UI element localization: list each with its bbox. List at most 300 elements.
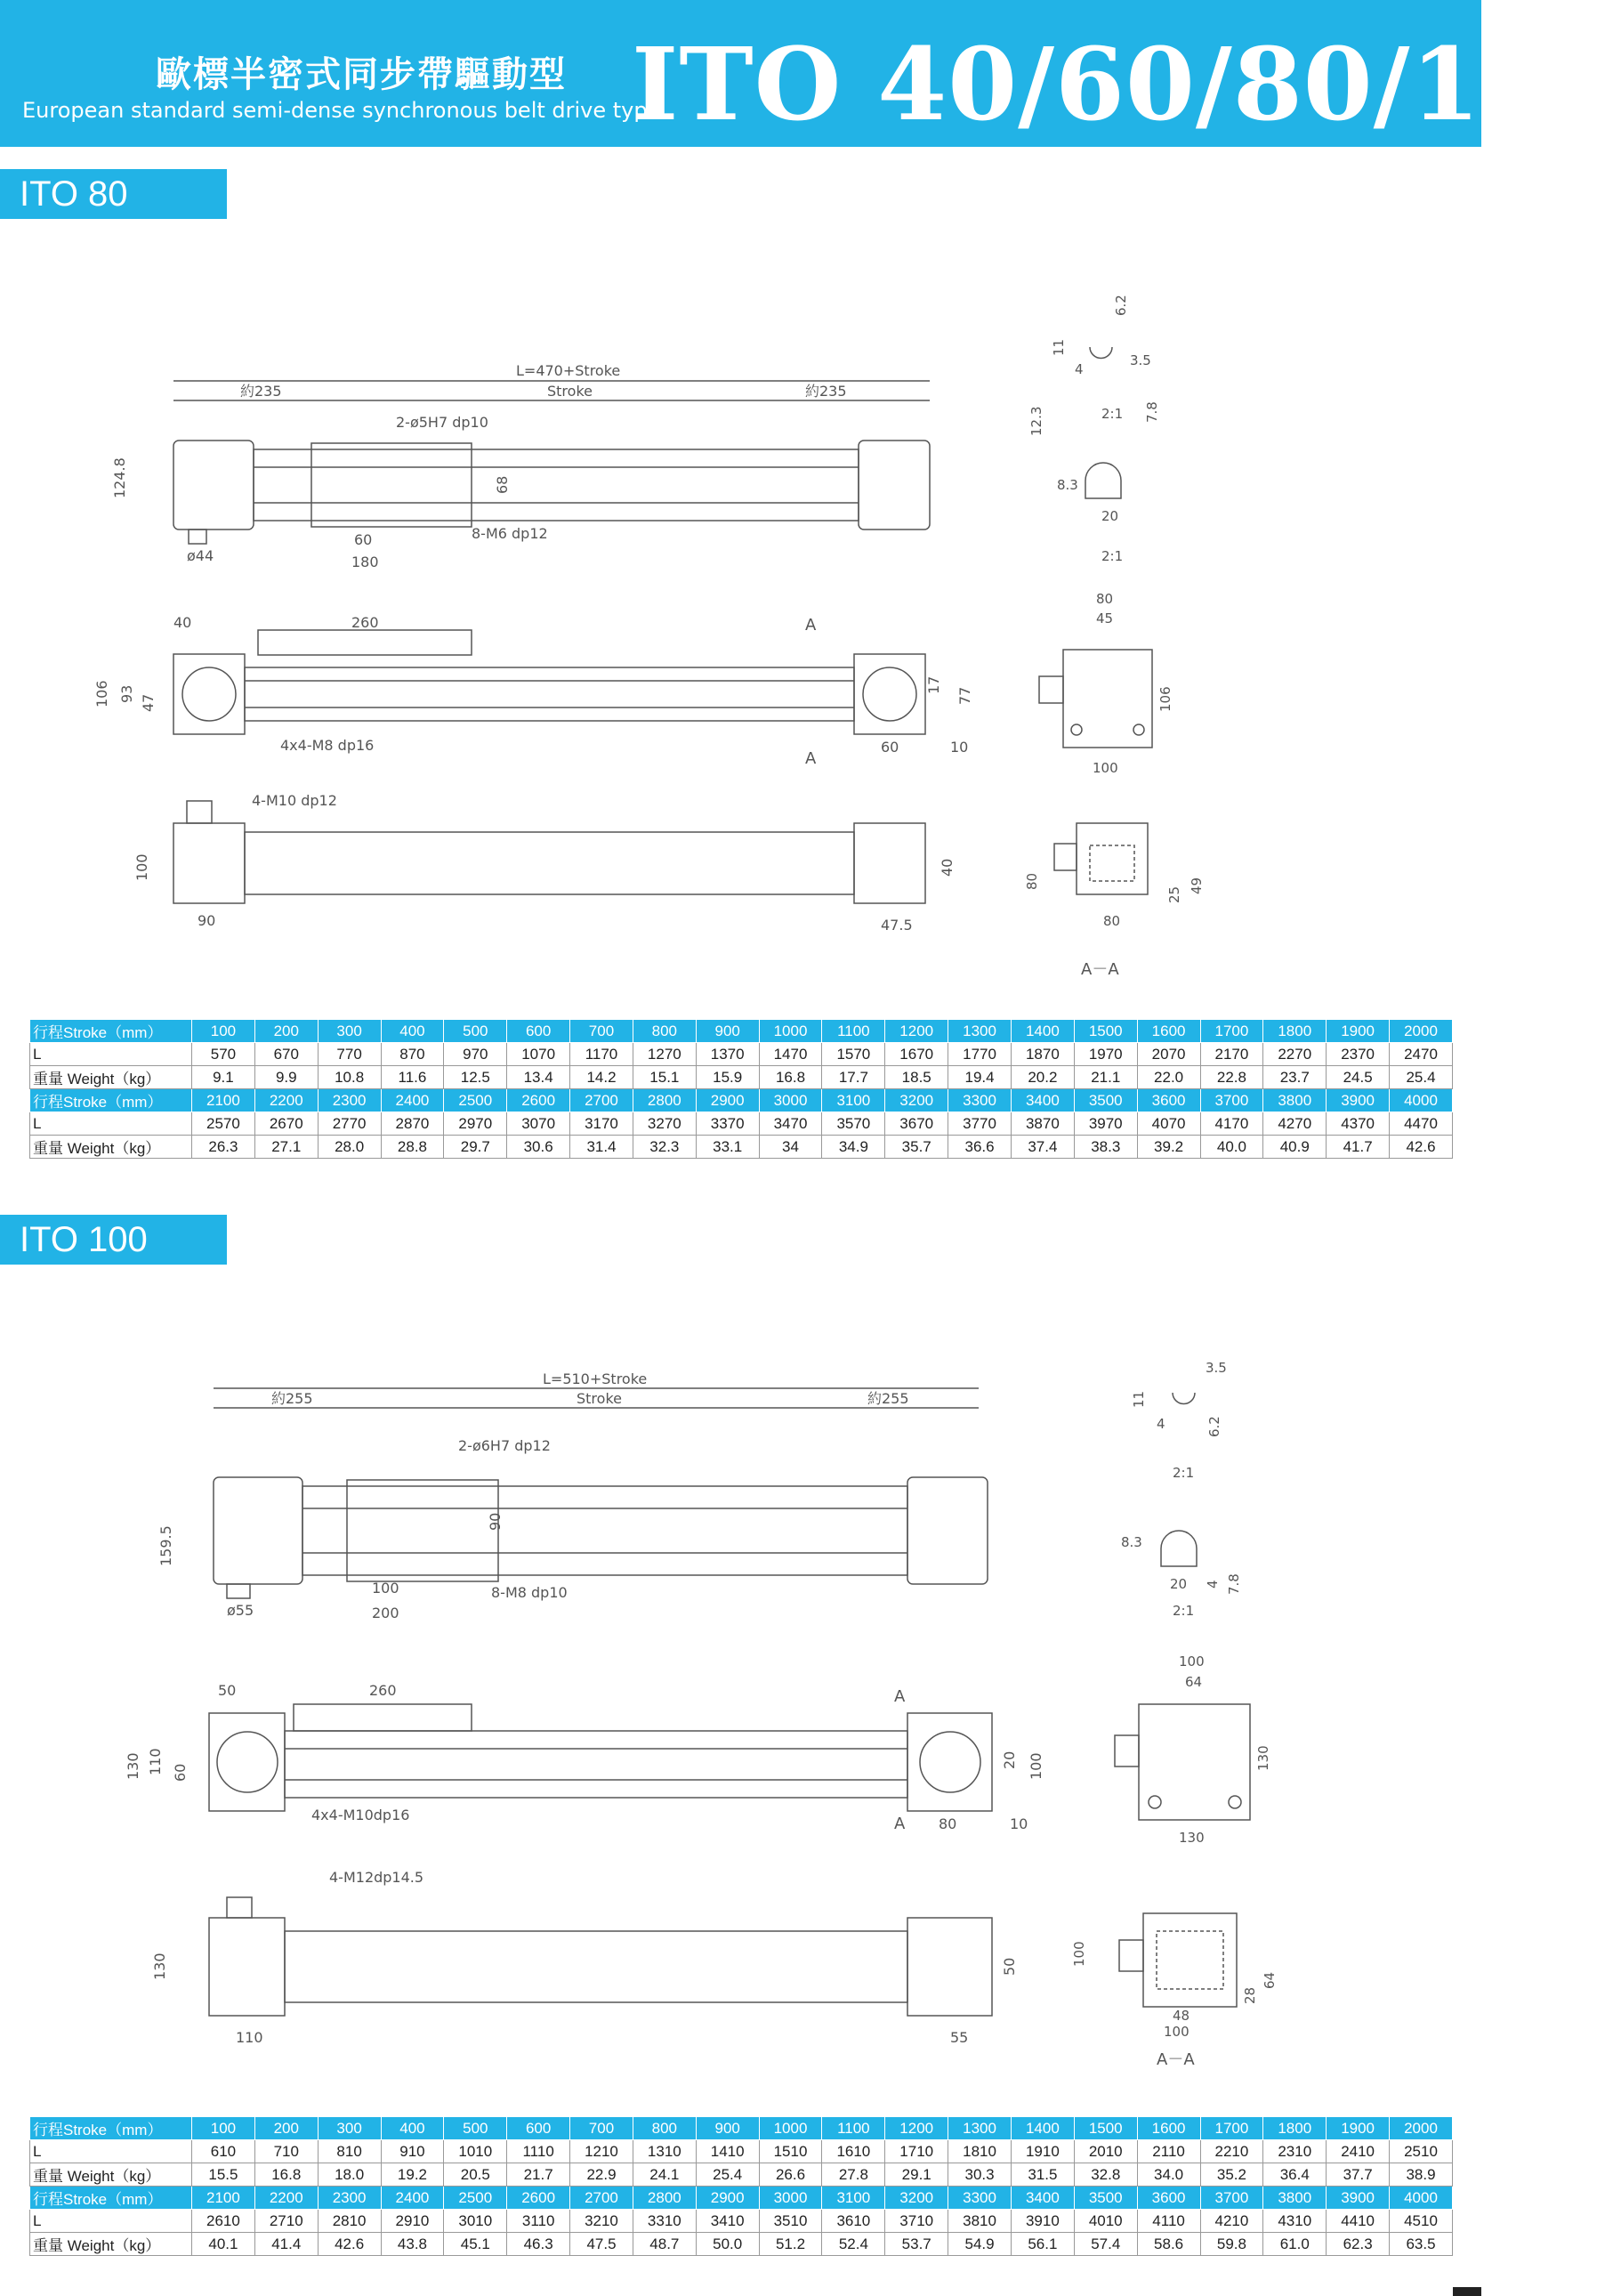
table-cell: 500 [444, 2117, 507, 2140]
dim-60b: 60 [881, 739, 899, 756]
table-cell: 2770 [318, 1112, 381, 1136]
table-cell: 500 [444, 1020, 507, 1043]
table-cell: 39.2 [1137, 1136, 1200, 1159]
motor-side [209, 1713, 285, 1811]
dim-100: 100 [372, 1580, 399, 1597]
dim-tap: 8-M6 dp12 [472, 525, 548, 542]
table-cell: 35.2 [1200, 2163, 1263, 2187]
dim-260: 260 [369, 1682, 397, 1699]
table-cell: 2270 [1263, 1043, 1327, 1066]
table-cell: 29.7 [444, 1136, 507, 1159]
dim-130: 130 [125, 1752, 141, 1780]
table-cell: 3510 [759, 2210, 822, 2233]
dim-tap: 8-M8 dp10 [491, 1584, 568, 1601]
table-cell: 11.6 [381, 1066, 444, 1089]
table-cell: 600 [507, 2117, 570, 2140]
sec-48: 48 [1173, 2008, 1190, 2024]
table-cell: 2900 [696, 2187, 759, 2210]
table-cell: 2210 [1200, 2140, 1263, 2163]
table-cell: 2200 [254, 2187, 318, 2210]
table-cell: 52.4 [822, 2233, 885, 2256]
table-row [30, 2140, 1453, 2163]
slot-8-3: 8.3 [1057, 477, 1078, 493]
table-cell: 19.4 [948, 1066, 1012, 1089]
table-cell: 1570 [822, 1043, 885, 1066]
table-cell: 2110 [1137, 2140, 1200, 2163]
table-cell: 58.6 [1137, 2233, 1200, 2256]
table-cell: 16.8 [254, 2163, 318, 2187]
table-cell: 1400 [1011, 1020, 1074, 1043]
table-cell: 710 [254, 2140, 318, 2163]
table-cell: 9.9 [254, 1066, 318, 1089]
dim-110b: 110 [236, 2029, 263, 2046]
table-cell: 3870 [1011, 1112, 1074, 1136]
slot-3-5: 3.5 [1206, 1360, 1227, 1376]
label-a-top: A [894, 1687, 906, 1706]
dim-height: 124.8 [111, 457, 128, 498]
table-cell: 42.6 [1390, 1136, 1453, 1159]
table-cell: 27.8 [822, 2163, 885, 2187]
dim-end-right: 約255 [867, 1390, 909, 1407]
table-cell: 16.8 [759, 1066, 822, 1089]
motor-bottom [173, 823, 245, 903]
table-cell: 2100 [192, 2187, 255, 2210]
dim-end-right: 約235 [805, 383, 847, 400]
table-cell: 2510 [1390, 2140, 1453, 2163]
table-cell: 33.1 [696, 1136, 759, 1159]
row-label: 行程Stroke（mm） [30, 2117, 192, 2140]
table-cell: 4010 [1074, 2210, 1137, 2233]
table-cell: 3470 [759, 1112, 822, 1136]
table-cell: 2610 [192, 2210, 255, 2233]
table-cell: 26.3 [192, 1136, 255, 1159]
sec-28: 28 [1242, 1986, 1258, 2004]
dim-200: 200 [372, 1605, 399, 1621]
row-label: L [30, 1043, 192, 1066]
sec-49: 49 [1189, 877, 1205, 894]
dim-length-formula: L=470+Stroke [516, 362, 621, 379]
table-cell: 1200 [885, 2117, 948, 2140]
table-cell: 19.2 [381, 2163, 444, 2187]
table-cell: 15.1 [633, 1066, 696, 1089]
slot-12-3: 12.3 [1028, 406, 1044, 436]
spec-table-ito80 [29, 1019, 1453, 1159]
table-cell: 1510 [759, 2140, 822, 2163]
table-cell: 1500 [1074, 1020, 1137, 1043]
table-cell: 2800 [633, 2187, 696, 2210]
dim-10: 10 [950, 739, 969, 756]
dim-stroke: Stroke [577, 1390, 622, 1407]
table-cell: 2600 [507, 2187, 570, 2210]
table-cell: 1700 [1200, 1020, 1263, 1043]
end-view-connector [1039, 676, 1063, 703]
end-side [854, 654, 925, 734]
table-cell: 4070 [1137, 1112, 1200, 1136]
table-cell: 30.3 [948, 2163, 1012, 2187]
dim-40: 40 [173, 614, 192, 631]
table-cell: 3900 [1327, 2187, 1390, 2210]
table-cell: 13.4 [507, 1066, 570, 1089]
table-cell: 48.7 [633, 2233, 696, 2256]
slot-8-3: 8.3 [1121, 1534, 1142, 1550]
dim-bolt: 4x4-M10dp16 [311, 1807, 410, 1823]
table-cell: 12.5 [444, 1066, 507, 1089]
table-cell: 3270 [633, 1112, 696, 1136]
profile-rail [302, 1486, 907, 1575]
table-cell: 2700 [570, 2187, 633, 2210]
end-106: 106 [1157, 686, 1173, 712]
table-cell: 3570 [822, 1112, 885, 1136]
table-cell: 1800 [1263, 1020, 1327, 1043]
table-cell: 4210 [1200, 2210, 1263, 2233]
slot-detail-top [1090, 347, 1112, 359]
table-cell: 4170 [1200, 1112, 1263, 1136]
table-cell: 900 [696, 1020, 759, 1043]
table-cell: 1100 [822, 2117, 885, 2140]
table-cell: 4110 [1137, 2210, 1200, 2233]
table-cell: 1900 [1327, 1020, 1390, 1043]
table-row [30, 1020, 1453, 1043]
carriage-side [258, 630, 472, 655]
table-cell: 3670 [885, 1112, 948, 1136]
slot-4: 4 [1157, 1416, 1165, 1432]
row-label: 行程Stroke（mm） [30, 2187, 192, 2210]
table-row [30, 1112, 1453, 1136]
slot-3-5: 3.5 [1130, 352, 1151, 368]
table-cell: 45.1 [444, 2233, 507, 2256]
end-64: 64 [1185, 1674, 1203, 1690]
table-row [30, 1066, 1453, 1089]
end-view [1063, 650, 1152, 748]
slot-7-8: 7.8 [1144, 401, 1160, 423]
table-cell: 34.0 [1137, 2163, 1200, 2187]
table-row [30, 2117, 1453, 2140]
table-cell: 34.9 [822, 1136, 885, 1159]
dim-106: 106 [93, 680, 110, 707]
table-cell: 1170 [570, 1043, 633, 1066]
motor-side [173, 654, 245, 734]
table-cell: 1370 [696, 1043, 759, 1066]
title-chinese: 歐標半密式同步帶驅動型 [156, 54, 567, 95]
table-cell: 3000 [759, 1089, 822, 1112]
table-cell: 27.1 [254, 1136, 318, 1159]
shaft [227, 1584, 250, 1598]
section-connector [1119, 1940, 1143, 1971]
dim-50b: 50 [1001, 1957, 1018, 1976]
slot-7-8: 7.8 [1226, 1573, 1242, 1595]
dim-55: 55 [950, 2029, 969, 2046]
end-view-hole [1149, 1796, 1161, 1808]
table-cell: 400 [381, 2117, 444, 2140]
table-cell: 2400 [381, 2187, 444, 2210]
table-cell: 1070 [507, 1043, 570, 1066]
table-cell: 15.9 [696, 1066, 759, 1089]
table-cell: 1400 [1011, 2117, 1074, 2140]
end-100: 100 [1179, 1653, 1205, 1669]
end-bottom [907, 1918, 992, 2016]
table-cell: 2070 [1137, 1043, 1200, 1066]
end-view-connector [1115, 1735, 1139, 1766]
table-cell: 3210 [570, 2210, 633, 2233]
table-cell: 50.0 [696, 2233, 759, 2256]
motor-bottom [209, 1918, 285, 2016]
slot-4b: 4 [1205, 1580, 1221, 1589]
dim-end-left: 約235 [240, 383, 282, 400]
table-cell: 2010 [1074, 2140, 1137, 2163]
table-cell: 100 [192, 2117, 255, 2140]
table-cell: 1300 [948, 1020, 1012, 1043]
row-label: 行程Stroke（mm） [30, 1020, 192, 1043]
table-cell: 10.8 [318, 1066, 381, 1089]
table-cell: 3910 [1011, 2210, 1074, 2233]
table-cell: 1000 [759, 2117, 822, 2140]
table-cell: 59.8 [1200, 2233, 1263, 2256]
table-cell: 3600 [1137, 2187, 1200, 2210]
table-cell: 2810 [318, 2210, 381, 2233]
rail-side [285, 1731, 907, 1798]
table-cell: 2870 [381, 1112, 444, 1136]
table-cell: 31.4 [570, 1136, 633, 1159]
section-view [1077, 823, 1148, 894]
slot-scale-2: 2:1 [1173, 1603, 1195, 1619]
table-cell: 1910 [1011, 2140, 1074, 2163]
table-cell: 2910 [381, 2210, 444, 2233]
table-cell: 3710 [885, 2210, 948, 2233]
table-cell: 1470 [759, 1043, 822, 1066]
table-row [30, 2233, 1453, 2256]
table-cell: 3770 [948, 1112, 1012, 1136]
slot-scale: 2:1 [1173, 1465, 1195, 1481]
table-cell: 800 [633, 1020, 696, 1043]
table-cell: 1710 [885, 2140, 948, 2163]
table-cell: 30.6 [507, 1136, 570, 1159]
model-range: ITO 40/60/80/100 [632, 27, 1621, 143]
table-cell: 3200 [885, 1089, 948, 1112]
table-cell: 40.9 [1263, 1136, 1327, 1159]
table-cell: 40.0 [1200, 1136, 1263, 1159]
dim-60: 60 [172, 1763, 189, 1782]
dim-110: 110 [147, 1748, 164, 1775]
shaft [189, 530, 206, 544]
table-cell: 1310 [633, 2140, 696, 2163]
dim-100: 100 [133, 853, 150, 881]
table-cell: 1600 [1137, 2117, 1200, 2140]
table-cell: 2000 [1390, 1020, 1453, 1043]
end-100: 100 [1093, 760, 1118, 776]
table-cell: 1300 [948, 2117, 1012, 2140]
connector [187, 801, 212, 823]
slot-scale-2: 2:1 [1101, 548, 1124, 564]
slot-11: 11 [1131, 1390, 1147, 1408]
table-row [30, 1136, 1453, 1159]
dim-stroke: Stroke [547, 383, 593, 400]
label-a-bottom: A [894, 1815, 906, 1833]
row-label: 重量 Weight（kg） [30, 1066, 192, 1089]
table-cell: 700 [570, 2117, 633, 2140]
dim-90: 90 [198, 912, 216, 929]
table-cell: 63.5 [1390, 2233, 1453, 2256]
dim-pin: 2-ø6H7 dp12 [458, 1437, 551, 1454]
table-cell: 100 [192, 1020, 255, 1043]
row-label: 重量 Weight（kg） [30, 2163, 192, 2187]
dim-17: 17 [925, 675, 942, 694]
motor-block [214, 1477, 302, 1584]
table-cell: 1500 [1074, 2117, 1137, 2140]
table-cell: 2500 [444, 2187, 507, 2210]
table-cell: 43.8 [381, 2233, 444, 2256]
table-cell: 200 [254, 1020, 318, 1043]
table-cell: 36.6 [948, 1136, 1012, 1159]
table-cell: 3810 [948, 2210, 1012, 2233]
table-cell: 1800 [1263, 2117, 1327, 2140]
table-cell: 54.9 [948, 2233, 1012, 2256]
dim-60: 60 [354, 531, 373, 548]
table-cell: 4310 [1263, 2210, 1327, 2233]
table-cell: 1270 [633, 1043, 696, 1066]
slot-detail-bottom [1161, 1531, 1197, 1566]
end-45: 45 [1096, 610, 1114, 627]
table-cell: 2100 [192, 1089, 255, 1112]
table-cell: 53.7 [885, 2233, 948, 2256]
carriage [311, 443, 472, 527]
table-cell: 2300 [318, 2187, 381, 2210]
table-cell: 800 [633, 2117, 696, 2140]
table-cell: 1970 [1074, 1043, 1137, 1066]
dim-93: 93 [118, 684, 135, 703]
table-cell: 38.3 [1074, 1136, 1137, 1159]
slot-detail-bottom [1085, 463, 1121, 498]
dim-100b: 100 [1028, 1752, 1044, 1780]
table-cell: 2200 [254, 1089, 318, 1112]
table-cell: 31.5 [1011, 2163, 1074, 2187]
pulley-left [182, 667, 236, 721]
table-cell: 3400 [1011, 2187, 1074, 2210]
table-cell: 610 [192, 2140, 255, 2163]
table-cell: 14.2 [570, 1066, 633, 1089]
table-cell: 3300 [948, 2187, 1012, 2210]
page-corner-mark [1453, 2287, 1481, 2296]
table-cell: 26.6 [759, 2163, 822, 2187]
dim-68: 68 [494, 475, 511, 494]
table-cell: 18.0 [318, 2163, 381, 2187]
pulley-right [920, 1732, 980, 1792]
table-cell: 870 [381, 1043, 444, 1066]
drawing-ito100 [0, 1353, 1481, 2091]
sec-25: 25 [1166, 885, 1182, 903]
table-row [30, 1089, 1453, 1112]
slot-detail-top [1173, 1393, 1195, 1404]
table-cell: 770 [318, 1043, 381, 1066]
table-cell: 24.1 [633, 2163, 696, 2187]
table-cell: 1410 [696, 2140, 759, 2163]
end-view-hole [1071, 724, 1082, 735]
table-cell: 3600 [1137, 1089, 1200, 1112]
row-label: 行程Stroke（mm） [30, 1089, 192, 1112]
page-header [0, 0, 1621, 147]
table-cell: 47.5 [570, 2233, 633, 2256]
table-cell: 20.5 [444, 2163, 507, 2187]
dim-260: 260 [351, 614, 379, 631]
section-connector [1054, 844, 1077, 870]
table-row [30, 1043, 1453, 1066]
dim-130b: 130 [151, 1952, 168, 1980]
dim-40b: 40 [939, 858, 956, 877]
row-label: 重量 Weight（kg） [30, 2233, 192, 2256]
table-cell: 2710 [254, 2210, 318, 2233]
table-cell: 2570 [192, 1112, 255, 1136]
table-cell: 15.5 [192, 2163, 255, 2187]
dim-bottom-tap: 4-M12dp14.5 [329, 1869, 424, 1886]
table-cell: 3000 [759, 2187, 822, 2210]
table-cell: 300 [318, 1020, 381, 1043]
table-cell: 4370 [1327, 1112, 1390, 1136]
table-cell: 28.0 [318, 1136, 381, 1159]
table-cell: 3100 [822, 1089, 885, 1112]
table-cell: 970 [444, 1043, 507, 1066]
pulley-left [217, 1732, 278, 1792]
section-hatch [1157, 1931, 1223, 1989]
table-cell: 22.0 [1137, 1066, 1200, 1089]
section-hatch [1090, 845, 1134, 881]
table-cell: 9.1 [192, 1066, 255, 1089]
table-cell: 56.1 [1011, 2233, 1074, 2256]
slot-6-2: 6.2 [1206, 1416, 1222, 1437]
row-label: L [30, 1112, 192, 1136]
table-cell: 32.8 [1074, 2163, 1137, 2187]
table-cell: 21.7 [507, 2163, 570, 2187]
slot-4: 4 [1075, 361, 1084, 377]
table-cell: 2800 [633, 1089, 696, 1112]
end-view-hole [1133, 724, 1144, 735]
table-cell: 1210 [570, 2140, 633, 2163]
table-row [30, 2210, 1453, 2233]
end-block [907, 1477, 988, 1584]
table-cell: 1610 [822, 2140, 885, 2163]
dim-bottom-tap: 4-M10 dp12 [252, 792, 337, 809]
dim-20: 20 [1001, 1750, 1018, 1769]
table-cell: 18.5 [885, 1066, 948, 1089]
slot-11: 11 [1051, 338, 1067, 356]
table-cell: 1810 [948, 2140, 1012, 2163]
dim-end-left: 約255 [271, 1390, 313, 1407]
dim-80: 80 [939, 1815, 957, 1832]
table-cell: 29.1 [885, 2163, 948, 2187]
sec-80: 80 [1024, 872, 1040, 890]
table-row [30, 2187, 1453, 2210]
table-cell: 1010 [444, 2140, 507, 2163]
dim-length-formula: L=510+Stroke [543, 1370, 648, 1387]
row-label: L [30, 2210, 192, 2233]
rail-bottom [245, 832, 854, 894]
table-cell: 1700 [1200, 2117, 1263, 2140]
row-label: 重量 Weight（kg） [30, 1136, 192, 1159]
table-cell: 4000 [1390, 1089, 1453, 1112]
end-view [1139, 1704, 1250, 1820]
table-cell: 2400 [381, 1089, 444, 1112]
spec-table-ito100 [29, 2116, 1453, 2256]
table-cell: 1110 [507, 2140, 570, 2163]
slot-20: 20 [1101, 508, 1119, 524]
table-cell: 1000 [759, 1020, 822, 1043]
section-tab-ito80: ITO 80 [0, 169, 227, 219]
table-cell: 810 [318, 2140, 381, 2163]
table-cell: 3070 [507, 1112, 570, 1136]
table-cell: 600 [507, 1020, 570, 1043]
table-cell: 2500 [444, 1089, 507, 1112]
motor-block [173, 441, 254, 530]
table-cell: 2410 [1327, 2140, 1390, 2163]
section-label: A－A [1081, 960, 1119, 979]
